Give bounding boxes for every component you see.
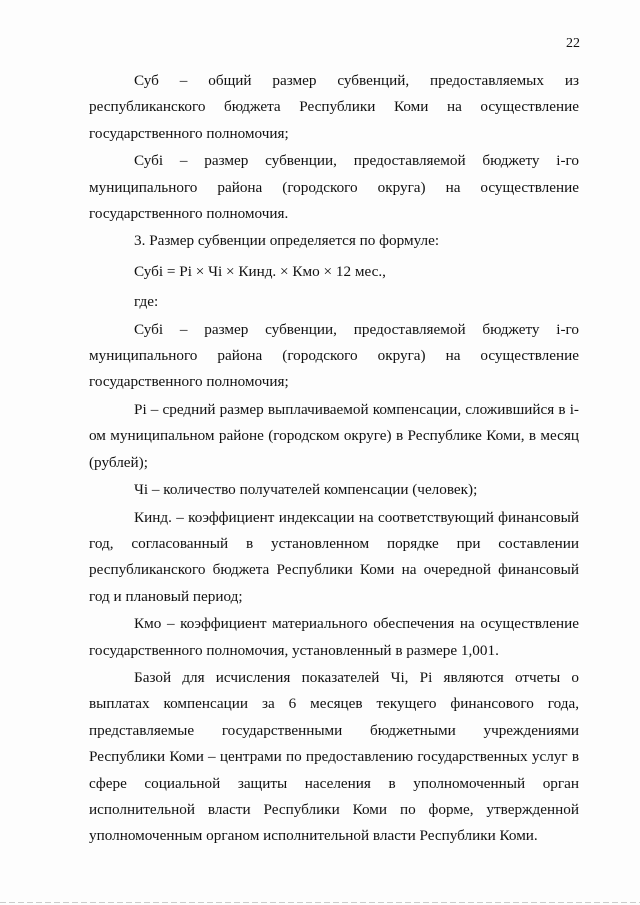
paragraph-p-i: Рi – средний размер выплачиваемой компенсации, сложившийся в i-ом муниципальном районе (городском округе) в Республике Коми, в месяц (рублей); (89, 400, 579, 471)
paragraph-k-ind: Кинд. – коэффициент индексации на соответствующий финансовый год, согласованный в установленном порядке при составлении республиканского бюджета Республики Коми на очередной финансовый год и плановый период; (89, 508, 579, 605)
document-body (89, 68, 579, 850)
paragraph-sub-i-definition: Субi – размер субвенции, предоставляемой бюджету i-го муниципального района (городского округа) на осуществление государственного полномочия. (89, 152, 579, 223)
paragraph-where: где: (134, 293, 159, 311)
scan-edge-line (0, 902, 640, 903)
paragraph-formula-intro: 3. Размер субвенции определяется по формуле: (134, 232, 440, 250)
page-number: 22 (566, 36, 580, 51)
paragraph-sub-total: Суб – общий размер субвенций, предоставляемых из республиканского бюджета Республики Коми на осуществление государственного полномочия; (89, 72, 579, 142)
paragraph-ch-i: Чi – количество получателей компенсации (человек); (134, 481, 478, 499)
paragraph-sub-i: Субi – размер субвенции, предоставляемой бюджету i-го муниципального района (городского округа) на осуществление государственного полномочия; (89, 320, 579, 391)
paragraph-base: Базой для исчисления показателей Чi, Рi являются отчеты о выплатах компенсации за 6 месяцев текущего финансового года, представляемые государственными бюджетными учреждениями Республики Коми – центрами по предоставлению государственных услуг в сфере социальной защиты населения в уполномоченный орган исполнительной власти Республики Коми по форме, утвержденной уполномоченным органом исполнительной власти Республики Коми. (89, 668, 579, 845)
paragraph-k-mo: Кмо – коэффициент материального обеспечения на осуществление государственного полномочия, установленный в размере 1,001. (89, 615, 579, 659)
paragraph-formula: Субi = Рi × Чi × Кинд. × Кмо × 12 мес., (134, 262, 386, 280)
